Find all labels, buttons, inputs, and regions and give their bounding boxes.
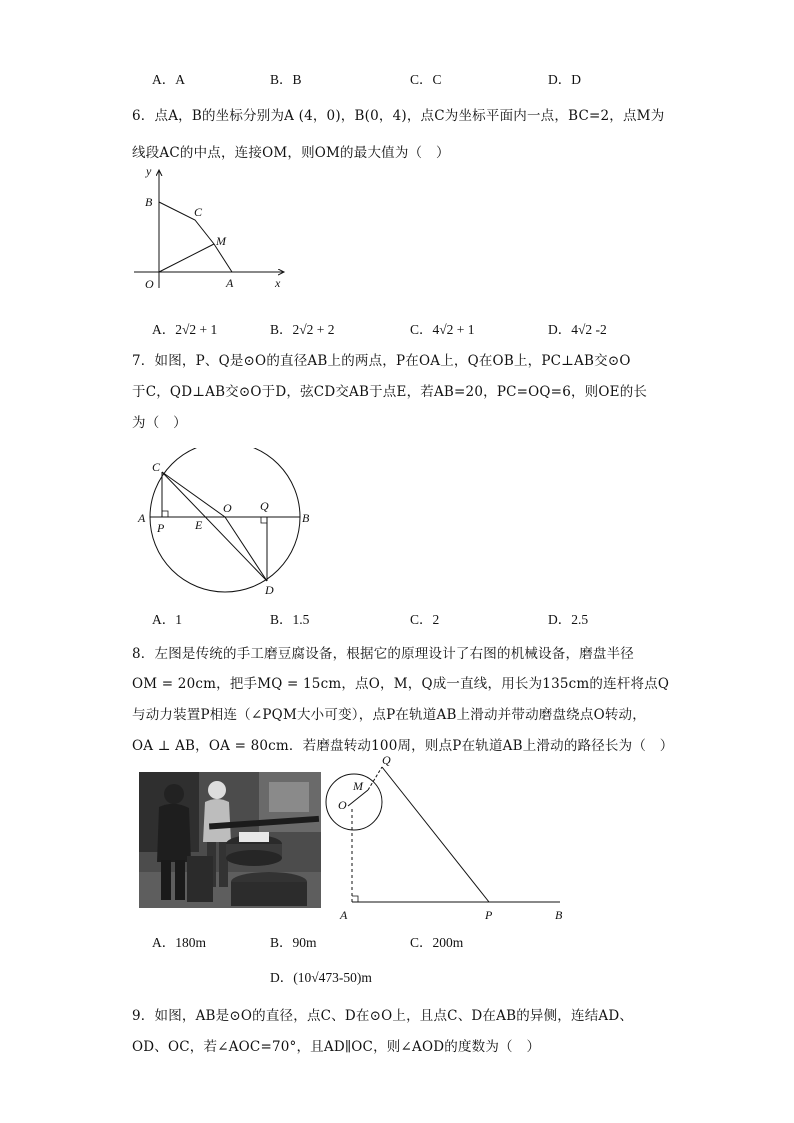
- segment-od: [225, 517, 267, 581]
- q6-figure: [132, 160, 292, 295]
- q6-option-a: A．2√2 + 1: [152, 322, 218, 337]
- right-angle-a: [352, 896, 358, 902]
- label-c: C: [152, 460, 161, 474]
- q7-option-b: B．1.5: [270, 612, 310, 627]
- label-o: O: [145, 277, 154, 291]
- q5-option-b: B．B: [270, 72, 302, 87]
- q6-option-d: D．4√2 -2: [548, 322, 607, 337]
- label-p: P: [485, 908, 493, 922]
- label-x: x: [275, 276, 281, 290]
- rod-qp: [382, 767, 489, 902]
- right-angle-q: [261, 517, 267, 523]
- right-angle-p: [162, 511, 168, 517]
- q8-text-line1: 8．左图是传统的手工磨豆腐设备，根据它的原理设计了右图的机械设备，磨盘半径: [132, 646, 634, 662]
- q9-text-line1: 9．如图，AB是⊙O的直径，点C、D在⊙O上，且点C、D在AB的异侧，连结AD、: [132, 1008, 634, 1024]
- tofu-mill-photo: [139, 772, 321, 908]
- q6-option-b: B．2√2 + 2: [270, 322, 335, 337]
- q7-option-d: D．2.5: [548, 612, 589, 627]
- q8-option-c: C．200m: [410, 935, 464, 950]
- label-a: A: [226, 276, 234, 290]
- q7-text-line3: 为（ ）: [132, 415, 187, 431]
- q6-text-line2: 线段AC的中点，连接OM，则OM的最大值为（ ）: [132, 145, 450, 161]
- label-p: P: [157, 521, 165, 535]
- q7-option-c: C．2: [410, 612, 440, 627]
- label-o: O: [338, 798, 347, 812]
- q8-option-b: B．90m: [270, 935, 317, 950]
- label-d: D: [265, 583, 274, 597]
- q8-option-a: A．180m: [152, 935, 206, 950]
- chord-cd: [162, 472, 267, 581]
- q8-text-line3: 与动力装置P相连（∠PQM大小可变），点P在轨道AB上滑动并带动磨盘绕点O转动，: [132, 707, 646, 723]
- label-a: A: [138, 511, 146, 525]
- label-b: B: [145, 195, 153, 209]
- label-e: E: [195, 518, 203, 532]
- q7-figure: [132, 448, 332, 598]
- segment-oc: [162, 472, 225, 517]
- label-b: B: [302, 511, 310, 525]
- q7-text-line2: 于C，QD⊥AB交⊙O于D，弦CD交AB于点E，若AB=20，PC=OQ=6，则OE的长: [132, 384, 648, 400]
- q8-option-d: D．(10√473-50)m: [270, 970, 372, 985]
- label-q: Q: [382, 753, 391, 767]
- q6-text-line1: 6．点A，B的坐标分别为A (4，0)，B(0，4)，点C为坐标平面内一点，BC=2，点M为: [132, 108, 665, 124]
- q9-text-line2: OD、OC，若∠AOC=70°，且AD∥OC，则∠AOD的度数为（ ）: [132, 1039, 541, 1055]
- label-q: Q: [260, 499, 269, 513]
- label-m: M: [353, 779, 363, 793]
- q8-figure: [322, 752, 572, 932]
- label-m: M: [216, 234, 226, 248]
- q7-text-line1: 7．如图，P、Q是⊙O的直径AB上的两点，P在OA上，Q在OB上，PC⊥AB交⊙O: [132, 353, 631, 369]
- q5-option-c: C．C: [410, 72, 442, 87]
- circle-o: [150, 448, 300, 592]
- segment-o-m: [159, 244, 214, 272]
- label-b: B: [555, 908, 563, 922]
- label-c: C: [194, 205, 203, 219]
- q8-text-line4: OA ⊥ AB，OA = 80cm．若磨盘转动100周，则点P在轨道AB上滑动的路径长为（ ）: [132, 738, 674, 754]
- label-o: O: [223, 501, 232, 515]
- q5-option-a: A．A: [152, 72, 185, 87]
- q7-option-a: A．1: [152, 612, 182, 627]
- q8-text-line2: OM = 20cm，把手MQ = 15cm，点O，M，Q成一直线，用长为135cm的连杆将点Q: [132, 676, 670, 692]
- q6-option-c: C．4√2 + 1: [410, 322, 475, 337]
- label-a: A: [340, 908, 348, 922]
- q5-option-d: D．D: [548, 72, 581, 87]
- label-y: y: [146, 164, 152, 178]
